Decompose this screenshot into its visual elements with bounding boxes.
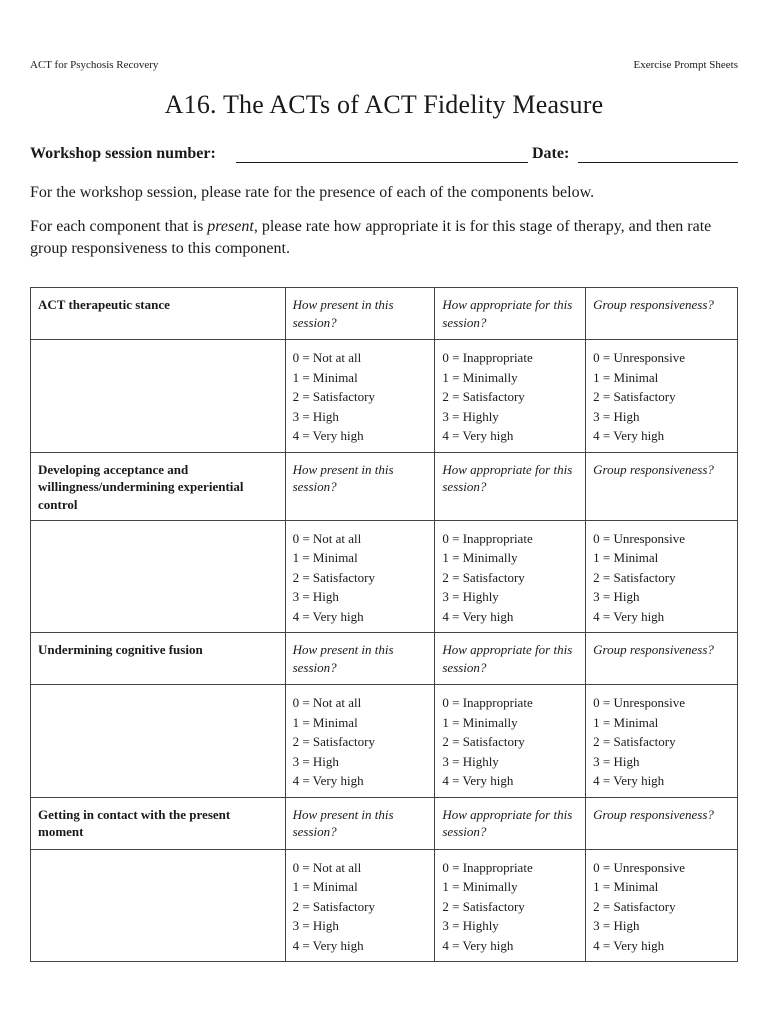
component-scale-row — [31, 340, 738, 453]
component-name: ACT therapeutic stance — [31, 288, 286, 340]
question-appropriate: How appropriate for this session? — [435, 452, 586, 520]
scale-option[interactable]: 0 = Inappropriate — [442, 350, 533, 365]
scale-option[interactable]: 4 = Very high — [442, 428, 514, 443]
component-header-row — [31, 452, 738, 520]
component-header-row — [31, 633, 738, 685]
scale-responsiveness — [586, 340, 738, 453]
scale-present — [285, 849, 435, 962]
question-present: How present in this session? — [285, 288, 435, 340]
scale-option[interactable]: 3 = Highly — [442, 589, 499, 604]
scale-appropriate — [435, 685, 586, 798]
scale-option[interactable]: 1 = Minimal — [593, 714, 659, 730]
scale-option[interactable]: 2 = Satisfactory — [292, 389, 376, 404]
component-name: Developing acceptance and willingness/undermining experiential control — [31, 452, 286, 520]
scale-option[interactable]: 2 = Satisfactory — [442, 734, 525, 749]
scale-option[interactable]: 4 = Very high — [593, 428, 665, 443]
scale-option[interactable]: 1 = Minimally — [442, 714, 518, 730]
scale-option[interactable]: 2 = Satisfactory — [292, 898, 376, 914]
scale-option[interactable]: 0 = Unresponsive — [593, 859, 685, 875]
question-appropriate: How appropriate for this session? — [435, 797, 586, 849]
question-appropriate: How appropriate for this session? — [435, 633, 586, 685]
scale-option[interactable]: 3 = High — [593, 918, 640, 933]
question-responsiveness: Group responsiveness? — [586, 288, 738, 340]
scale-option[interactable]: 0 = Not at all — [292, 859, 362, 875]
question-present: How present in this session? — [285, 452, 435, 520]
running-head-left: ACT for Psychosis Recovery — [30, 59, 159, 71]
date-label: Date: — [532, 145, 570, 162]
scale-option[interactable]: 1 = Minimal — [292, 369, 358, 385]
scale-option[interactable]: 2 = Satisfactory — [442, 389, 525, 404]
scale-option[interactable]: 3 = High — [593, 753, 640, 769]
scale-appropriate — [435, 849, 586, 962]
notes-cell[interactable] — [31, 340, 286, 453]
scale-option[interactable]: 0 = Unresponsive — [593, 695, 685, 710]
instruction-2 — [30, 216, 738, 260]
scale-option[interactable]: 4 = Very high — [593, 773, 665, 788]
component-name: Undermining cognitive fusion — [31, 633, 286, 685]
component-name: Getting in contact with the present moment — [31, 797, 286, 849]
scale-option[interactable]: 2 = Satisfactory — [593, 569, 676, 585]
component-header-row — [31, 797, 738, 849]
date-blank[interactable] — [578, 162, 738, 163]
scale-option[interactable]: 3 = High — [292, 408, 339, 424]
scale-option[interactable]: 1 = Minimal — [593, 879, 659, 894]
scale-option[interactable]: 2 = Satisfactory — [593, 734, 676, 749]
scale-option[interactable]: 3 = High — [292, 753, 339, 769]
scale-option[interactable]: 3 = High — [292, 589, 339, 604]
scale-option[interactable]: 2 = Satisfactory — [442, 898, 525, 914]
scale-option[interactable]: 0 = Not at all — [292, 695, 362, 710]
scale-option[interactable]: 4 = Very high — [292, 428, 364, 443]
question-appropriate: How appropriate for this session? — [435, 288, 586, 340]
scale-option[interactable]: 3 = High — [593, 408, 640, 424]
component-scale-row — [31, 520, 738, 633]
scale-responsiveness — [586, 520, 738, 633]
scale-option[interactable]: 2 = Satisfactory — [593, 898, 676, 914]
scale-responsiveness — [586, 685, 738, 798]
scale-option[interactable]: 0 = Inappropriate — [442, 530, 533, 546]
scale-option[interactable]: 4 = Very high — [593, 937, 665, 953]
scale-option[interactable]: 1 = Minimal — [292, 550, 358, 565]
component-scale-row — [31, 849, 738, 962]
component-scale-row — [31, 685, 738, 798]
fidelity-table — [30, 287, 738, 962]
scale-option[interactable]: 0 = Inappropriate — [442, 859, 533, 875]
scale-option[interactable]: 3 = High — [593, 589, 640, 604]
scale-option[interactable]: 4 = Very high — [442, 608, 514, 624]
scale-option[interactable]: 2 = Satisfactory — [292, 734, 376, 749]
session-number-label: Workshop session number: — [30, 145, 216, 162]
page-title: A16. The ACTs of ACT Fidelity Measure — [164, 90, 604, 119]
scale-option[interactable]: 2 = Satisfactory — [292, 569, 376, 585]
instruction-1: For the workshop session, please rate for the presence of each of the components below. — [30, 184, 595, 201]
scale-option[interactable]: 4 = Very high — [292, 773, 364, 788]
question-responsiveness: Group responsiveness? — [586, 633, 738, 685]
scale-option[interactable]: 1 = Minimally — [442, 879, 518, 894]
scale-present — [285, 340, 435, 453]
scale-option[interactable]: 1 = Minimally — [442, 550, 518, 565]
notes-cell[interactable] — [31, 849, 286, 962]
session-line — [30, 145, 740, 167]
question-present: How present in this session? — [285, 797, 435, 849]
scale-option[interactable]: 0 = Unresponsive — [593, 350, 685, 365]
scale-option[interactable]: 1 = Minimal — [593, 369, 659, 385]
scale-option[interactable]: 3 = High — [292, 918, 339, 933]
scale-option[interactable]: 1 = Minimally — [442, 369, 518, 385]
scale-option[interactable]: 3 = Highly — [442, 408, 499, 424]
scale-option[interactable]: 1 = Minimal — [292, 879, 358, 894]
notes-cell[interactable] — [31, 685, 286, 798]
scale-appropriate — [435, 520, 586, 633]
instruction-2-post: , please rate how appropriate it is for this stage of therapy, and then rate group responsiveness to this component. — [30, 218, 712, 257]
notes-cell[interactable] — [31, 520, 286, 633]
scale-option[interactable]: 4 = Very high — [292, 937, 364, 953]
question-responsiveness: Group responsiveness? — [586, 797, 738, 849]
scale-option[interactable]: 1 = Minimal — [593, 550, 659, 565]
scale-option[interactable]: 4 = Very high — [292, 608, 364, 624]
scale-option[interactable]: 4 = Very high — [593, 608, 665, 624]
running-head-right: Exercise Prompt Sheets — [633, 59, 738, 71]
instruction-2-emphasis: present — [207, 218, 254, 235]
scale-option[interactable]: 2 = Satisfactory — [593, 389, 676, 404]
instruction-2-pre: For each component that is — [30, 218, 208, 235]
scale-option[interactable]: 0 = Unresponsive — [593, 530, 685, 546]
scale-option[interactable]: 2 = Satisfactory — [442, 569, 525, 585]
scale-option[interactable]: 0 = Not at all — [292, 350, 362, 365]
scale-option[interactable]: 3 = Highly — [442, 918, 499, 933]
question-present: How present in this session? — [285, 633, 435, 685]
scale-option[interactable]: 0 = Inappropriate — [442, 695, 533, 710]
scale-option[interactable]: 4 = Very high — [442, 773, 514, 788]
component-header-row — [31, 288, 738, 340]
scale-responsiveness — [586, 849, 738, 962]
scale-option[interactable]: 4 = Very high — [442, 937, 514, 953]
scale-option[interactable]: 3 = Highly — [442, 753, 499, 769]
scale-present — [285, 520, 435, 633]
scale-option[interactable]: 0 = Not at all — [292, 530, 362, 546]
scale-present — [285, 685, 435, 798]
scale-option[interactable]: 1 = Minimal — [292, 714, 358, 730]
scale-appropriate — [435, 340, 586, 453]
session-number-blank[interactable] — [236, 162, 528, 163]
question-responsiveness: Group responsiveness? — [586, 452, 738, 520]
